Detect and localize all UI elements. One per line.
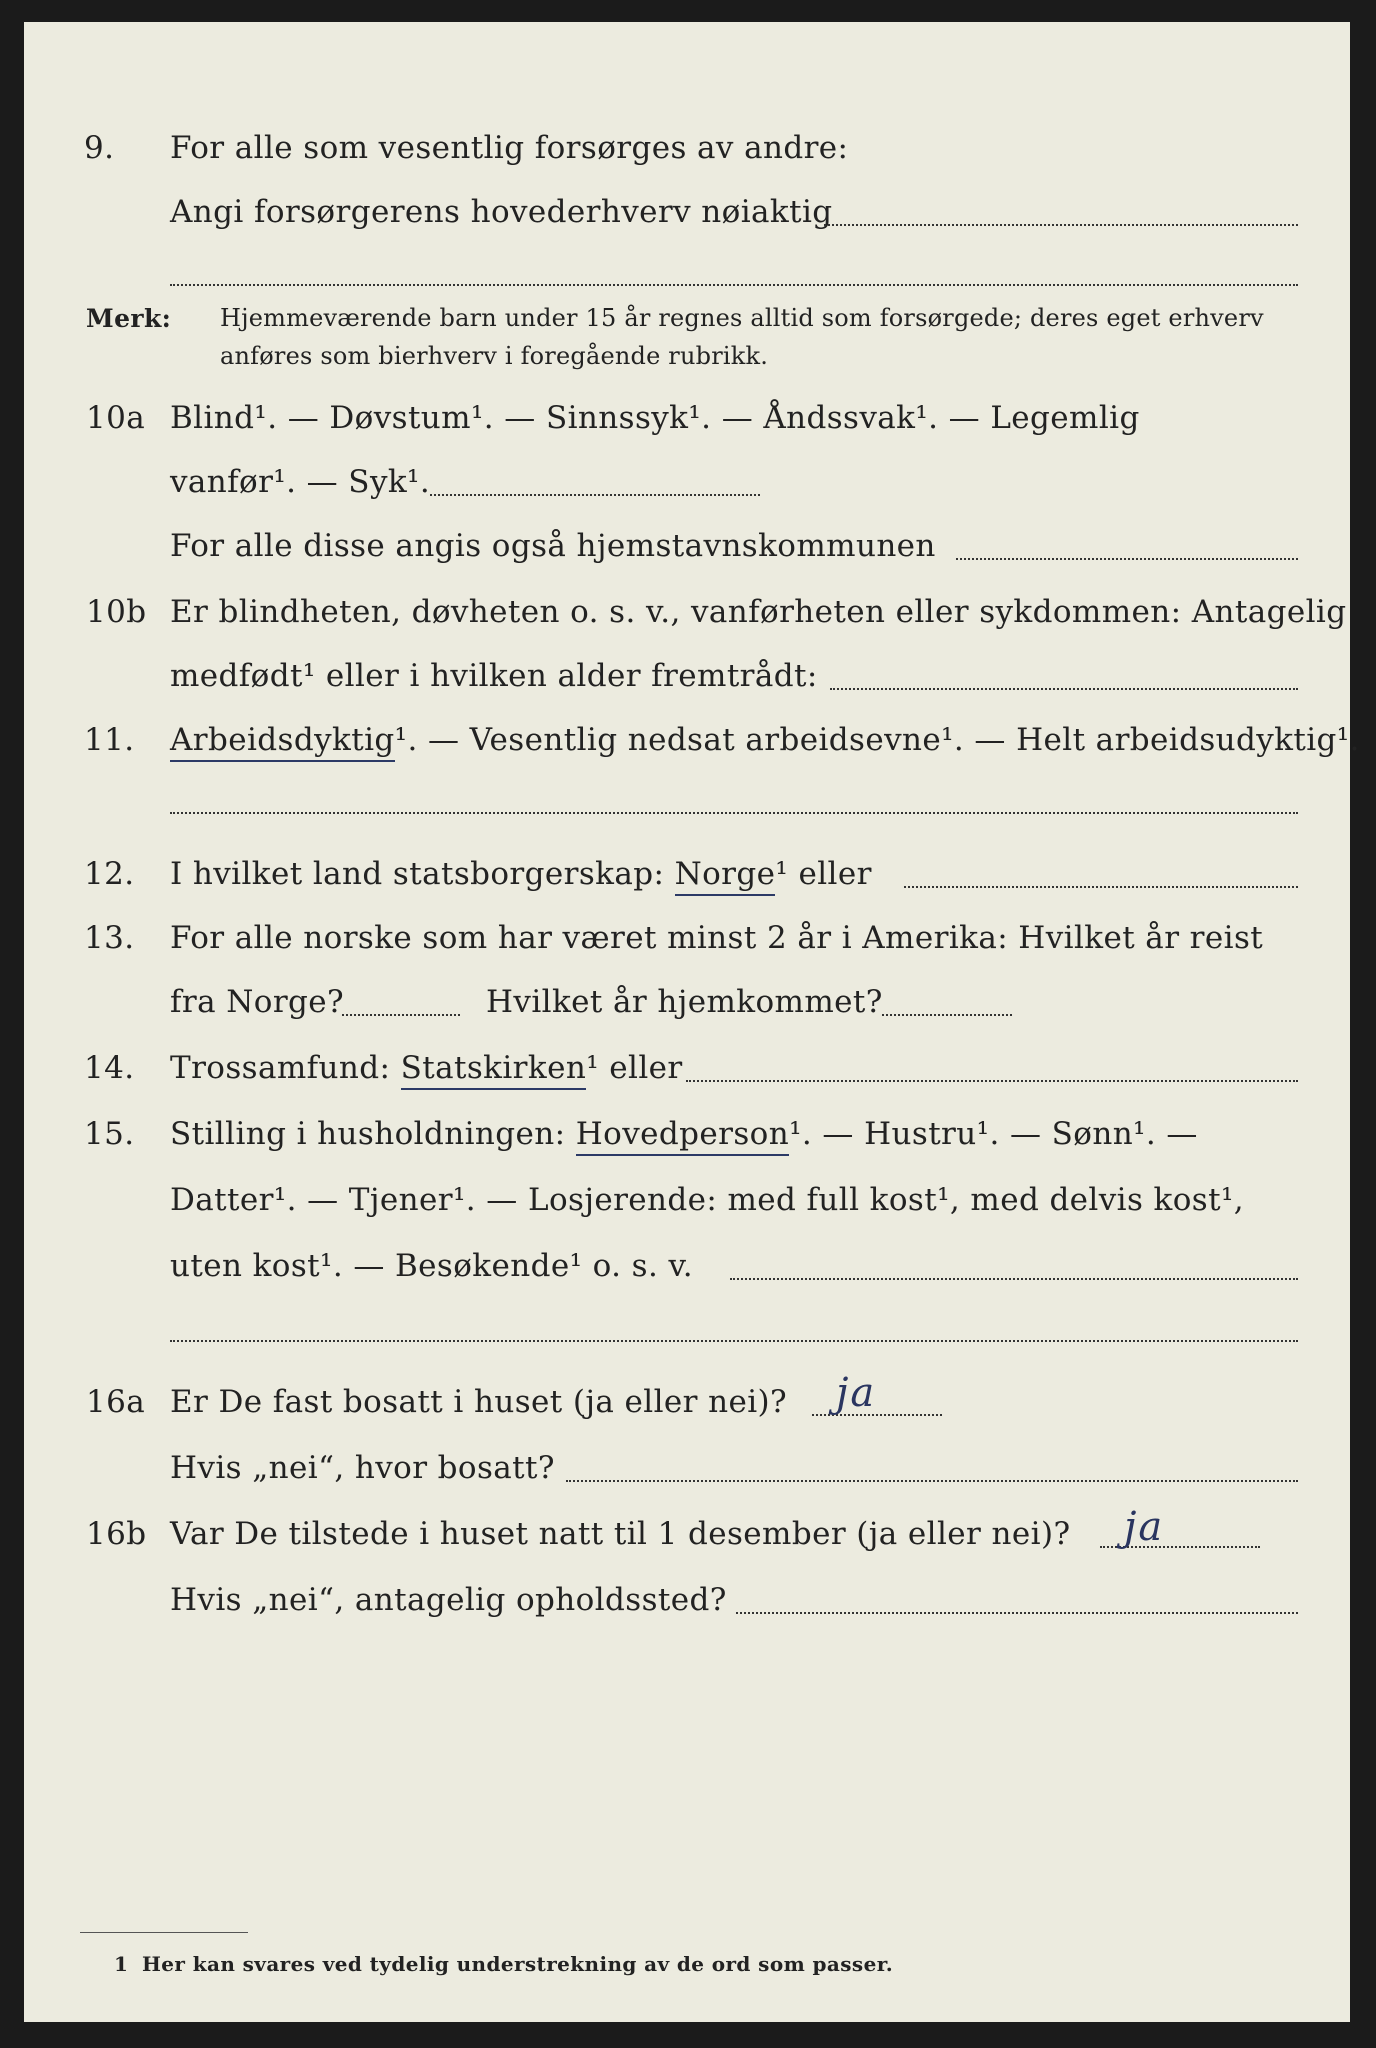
question-label: Trossamfund: — [170, 1050, 391, 1086]
question-label: Stilling i husholdningen: — [170, 1116, 566, 1152]
question-16b-line2 — [24, 1582, 1350, 1642]
note-label: Merk: — [86, 304, 172, 333]
question-text: For alle disse angis også hjemstavnskommunen — [170, 528, 936, 564]
question-text: Er blindheten, døvheten o. s. v., vanførheten eller sykdommen: Antagelig — [170, 594, 1347, 630]
question-16a — [24, 1370, 1350, 1444]
question-label: I hvilket land statsborgerskap: — [170, 856, 665, 892]
question-text: Hvis „nei“, hvor bosatt? — [170, 1450, 555, 1486]
question-9 — [24, 130, 1350, 190]
option-arbeidsdyktig[interactable]: Arbeidsdyktig — [170, 722, 395, 762]
footnote-rule — [80, 1932, 248, 1933]
question-number: 11. — [84, 722, 135, 758]
answer-line[interactable] — [830, 688, 1298, 690]
question-10a — [24, 400, 1350, 460]
question-number: 13. — [84, 920, 135, 956]
question-14 — [24, 1050, 1350, 1110]
note-line2 — [24, 342, 1350, 402]
question-text: Hvis „nei“, antagelig opholdssted? — [170, 1582, 727, 1618]
question-10a-line3 — [24, 528, 1350, 588]
option-eller[interactable]: ¹ eller — [775, 856, 872, 892]
question-10b-line2 — [24, 658, 1350, 718]
question-number: 10b — [86, 594, 147, 630]
question-number: 16a — [86, 1384, 146, 1420]
question-15-line2 — [24, 1182, 1350, 1242]
question-text: For alle som vesentlig forsørges av andre: — [170, 130, 849, 166]
question-number: 16b — [86, 1516, 147, 1552]
question-9-line2 — [24, 194, 1350, 254]
answer-line[interactable] — [824, 224, 1298, 226]
question-13 — [24, 920, 1350, 980]
option-hovedperson[interactable]: Hovedperson — [576, 1116, 789, 1156]
answer-line[interactable] — [956, 558, 1298, 560]
question-text: Er De fast bosatt i huset (ja eller nei)? — [170, 1384, 788, 1420]
answer-line[interactable] — [736, 1612, 1298, 1614]
question-15-line3 — [24, 1248, 1350, 1308]
footnote-text: Her kan svares ved tydelig understrekning av de ord som passer. — [142, 1952, 894, 1976]
question-text — [170, 1050, 683, 1086]
question-text: For alle norske som har været minst 2 år i Amerika: Hvilket år reist — [170, 920, 1264, 956]
handwritten-answer: ja — [1124, 1504, 1165, 1550]
answer-line[interactable] — [342, 1014, 460, 1016]
question-options — [170, 722, 1360, 758]
question-number: 15. — [84, 1116, 135, 1152]
question-16a-line2 — [24, 1450, 1350, 1510]
note-text: anføres som bierhverv i foregående rubrikk. — [220, 342, 769, 370]
answer-line[interactable] — [566, 1480, 1298, 1482]
option-rest[interactable]: ¹. — Hustru¹. — Sønn¹. — — [789, 1116, 1198, 1152]
question-text: Angi forsørgerens hovederhverv nøiaktig — [170, 194, 833, 230]
question-text: medfødt¹ eller i hvilken alder fremtrådt: — [170, 658, 818, 694]
answer-line[interactable] — [904, 886, 1298, 888]
question-text — [170, 1116, 1198, 1152]
option-norge[interactable]: Norge — [675, 856, 776, 896]
answer-line[interactable] — [686, 1080, 1298, 1082]
question-number: 9. — [84, 130, 115, 166]
question-options[interactable]: uten kost¹. — Besøkende¹ o. s. v. — [170, 1248, 693, 1284]
handwritten-answer: ja — [836, 1370, 877, 1416]
footnote — [24, 1952, 1350, 2012]
question-text: vanfør¹. — Syk¹. — [170, 464, 431, 500]
question-text: Var De tilstede i huset natt til 1 desember (ja eller nei)? — [170, 1516, 1071, 1552]
answer-line[interactable] — [170, 812, 1298, 814]
note-text: Hjemmeværende barn under 15 år regnes alltid som forsørgede; deres eget erhverv — [220, 304, 1264, 332]
question-options[interactable]: Datter¹. — Tjener¹. — Losjerende: med full kost¹, med delvis kost¹, — [170, 1182, 1245, 1218]
question-text: Blind¹. — Døvstum¹. — Sinnssyk¹. — Åndssvak¹. — Legemlig — [170, 400, 1140, 436]
question-number: 12. — [84, 856, 135, 892]
option-rest[interactable]: ¹. — Vesentlig nedsat arbeidsevne¹. — Helt arbeidsudyktig¹. — [394, 722, 1360, 758]
answer-line[interactable] — [730, 1278, 1298, 1280]
footnote-mark: 1 — [114, 1952, 129, 1976]
answer-line[interactable] — [170, 284, 1298, 286]
question-10b — [24, 594, 1350, 654]
question-text: Hvilket år hjemkommet? — [486, 984, 883, 1020]
question-number: 10a — [86, 400, 146, 436]
answer-line[interactable] — [170, 1340, 1298, 1342]
option-eller[interactable]: ¹ eller — [586, 1050, 683, 1086]
question-number: 14. — [84, 1050, 135, 1086]
census-form-page — [24, 22, 1360, 2022]
question-10a-line2 — [24, 464, 1350, 524]
question-text — [170, 856, 872, 892]
question-16b — [24, 1504, 1350, 1576]
answer-line[interactable] — [812, 1414, 942, 1416]
question-12 — [24, 856, 1350, 916]
answer-line[interactable] — [430, 494, 760, 496]
question-15 — [24, 1116, 1350, 1176]
question-text: fra Norge? — [170, 984, 345, 1020]
option-statskirken[interactable]: Statskirken — [401, 1050, 587, 1090]
question-13-line2 — [24, 984, 1350, 1044]
question-11 — [24, 722, 1360, 782]
answer-line[interactable] — [882, 1014, 1012, 1016]
